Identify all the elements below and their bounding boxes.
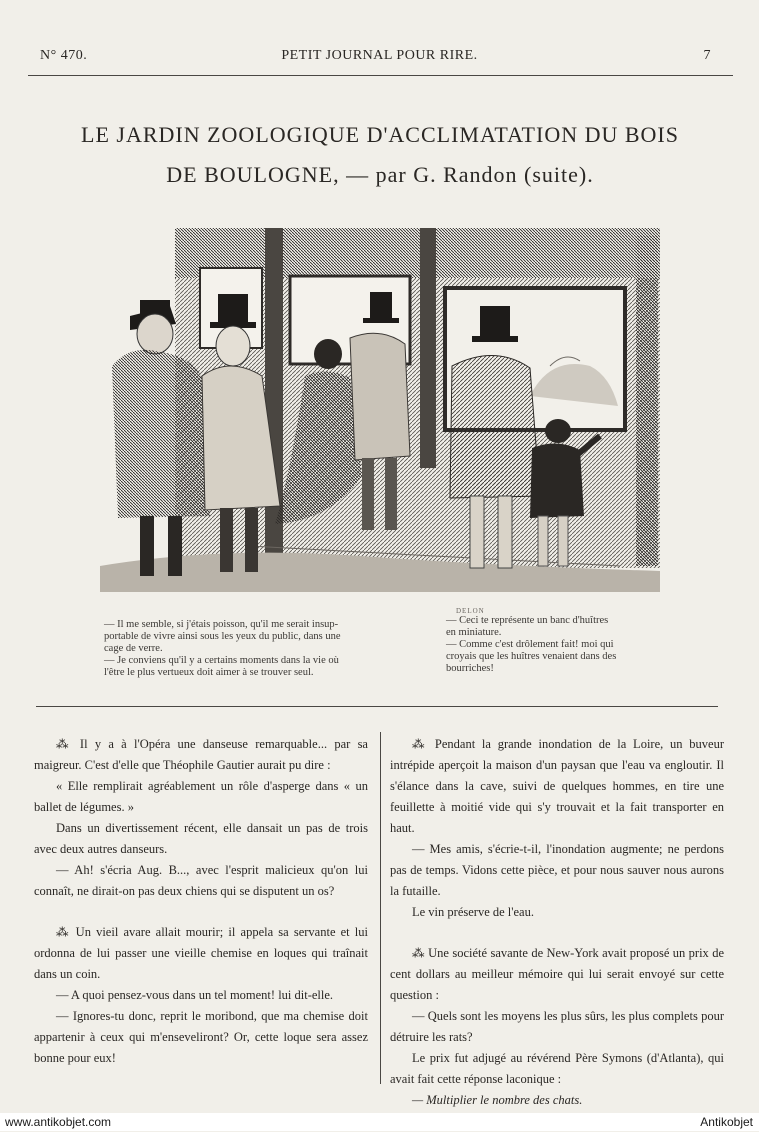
caption-line: — Il me semble, si j'étais poisson, qu'il me serait insup- [104, 619, 339, 630]
header-rule [28, 75, 733, 76]
anecdote-dancer-punchline: — Ah! s'écria Aug. B..., avec l'esprit malicieux qu'on lui connaît, ne dirait-on pas deux chiens qui se disputent un os? [34, 863, 368, 898]
left-column [34, 734, 368, 1069]
illustration-credit: DELON [456, 607, 485, 615]
anecdote-miser-intro: ⁂ Un vieil avare allait mourir; il appela sa servante et lui ordonna de lui passer une vieille chemise en loques qui traînait dans un coin. [34, 925, 368, 981]
journal-title: PETIT JOURNAL POUR RIRE. [281, 48, 478, 63]
page-number: 7 [703, 48, 711, 63]
section-rule [36, 706, 718, 707]
watermark-url: www.antikobjet.com [5, 1115, 112, 1129]
anecdote-dancer-intro: ⁂ Il y a à l'Opéra une danseuse remarquable... par sa maigreur. C'est d'elle que Théophile Gautier aurait pu dire : [34, 737, 368, 772]
watermark-brand: Antikobjet [700, 1115, 753, 1129]
anecdote-rats-question: — Quels sont les moyens les plus sûrs, les plus complets pour détruire les rats? [390, 1009, 724, 1044]
article-title-line1: LE JARDIN ZOOLOGIQUE D'ACCLIMATATION DU BOIS [81, 122, 679, 147]
aquarium-engraving-illustration [100, 226, 665, 594]
anecdote-rats-intro: ⁂ Une société savante de New-York avait proposé un prix de cent dollars au meilleur mémoire qui lui serait envoyé sur cette question : [390, 946, 724, 1002]
anecdote-flood-intro: ⁂ Pendant la grande inondation de la Loire, un buveur intrépide aperçoit la maison d'un paysan que l'eau va engloutir. Il s'élance dans la cave, suivi de quelques hommes, en tire une feuillette à moitié vide qui s'y trouvait et la fait transporter en haut. [390, 737, 724, 835]
anecdote-flood-moral: Le vin préserve de l'eau. [412, 905, 534, 919]
caption-line: — Je conviens qu'il y a certains moments dans la vie où [104, 655, 339, 666]
anecdote-miser-servant: — A quoi pensez-vous dans un tel moment! lui dit-elle. [56, 988, 334, 1002]
caption-line: en miniature. [446, 627, 502, 638]
anecdote-flood-speech: — Mes amis, s'écrie-t-il, l'inondation augmente; ne perdons pas de temps. Vidons cette pièce, et pour nous sauver nous aurons la futaille. [390, 842, 724, 898]
caption-right [446, 615, 671, 675]
caption-line: portable de vivre ainsi sous les yeux du public, dans une [104, 631, 341, 642]
anecdote-dancer-context: Dans un divertissement récent, elle dansait un pas de trois avec deux autres danseurs. [34, 821, 368, 856]
anecdote-miser-punchline: — Ignores-tu donc, reprit le moribond, que ma chemise doit appartenir à ceux qui m'enseveliront? Or, cette loque sera assez bonne pour eux! [34, 1009, 368, 1065]
article-title-line2: DE BOULOGNE, — par G. Randon (suite). [166, 162, 594, 187]
issue-number: N° 470. [40, 48, 88, 63]
watermark-band [0, 1113, 759, 1131]
anecdote-rats-answer: — Multiplier le nombre des chats. [412, 1093, 583, 1107]
caption-line: cage de verre. [104, 643, 163, 654]
paragraph-gap [390, 923, 724, 943]
caption-left [104, 619, 394, 679]
anecdote-dancer-quote: « Elle remplirait agréablement un rôle d'asperge dans « un ballet de légumes. » [34, 779, 368, 814]
caption-line: — Ceci te représente un banc d'huîtres [446, 615, 609, 626]
paragraph-gap [34, 902, 368, 922]
caption-line: l'être le plus vertueux doit aimer à se trouver seul. [104, 667, 314, 678]
caption-line: croyais que les huîtres venaient dans des [446, 651, 617, 662]
right-column [390, 734, 724, 1132]
caption-line: — Comme c'est drôlement fait! moi qui [446, 639, 614, 650]
caption-line: bourriches! [446, 663, 494, 674]
anecdote-rats-award: Le prix fut adjugé au révérend Père Symons (d'Atlanta), qui avait fait cette réponse laconique : [390, 1051, 724, 1086]
column-divider [380, 732, 381, 1084]
